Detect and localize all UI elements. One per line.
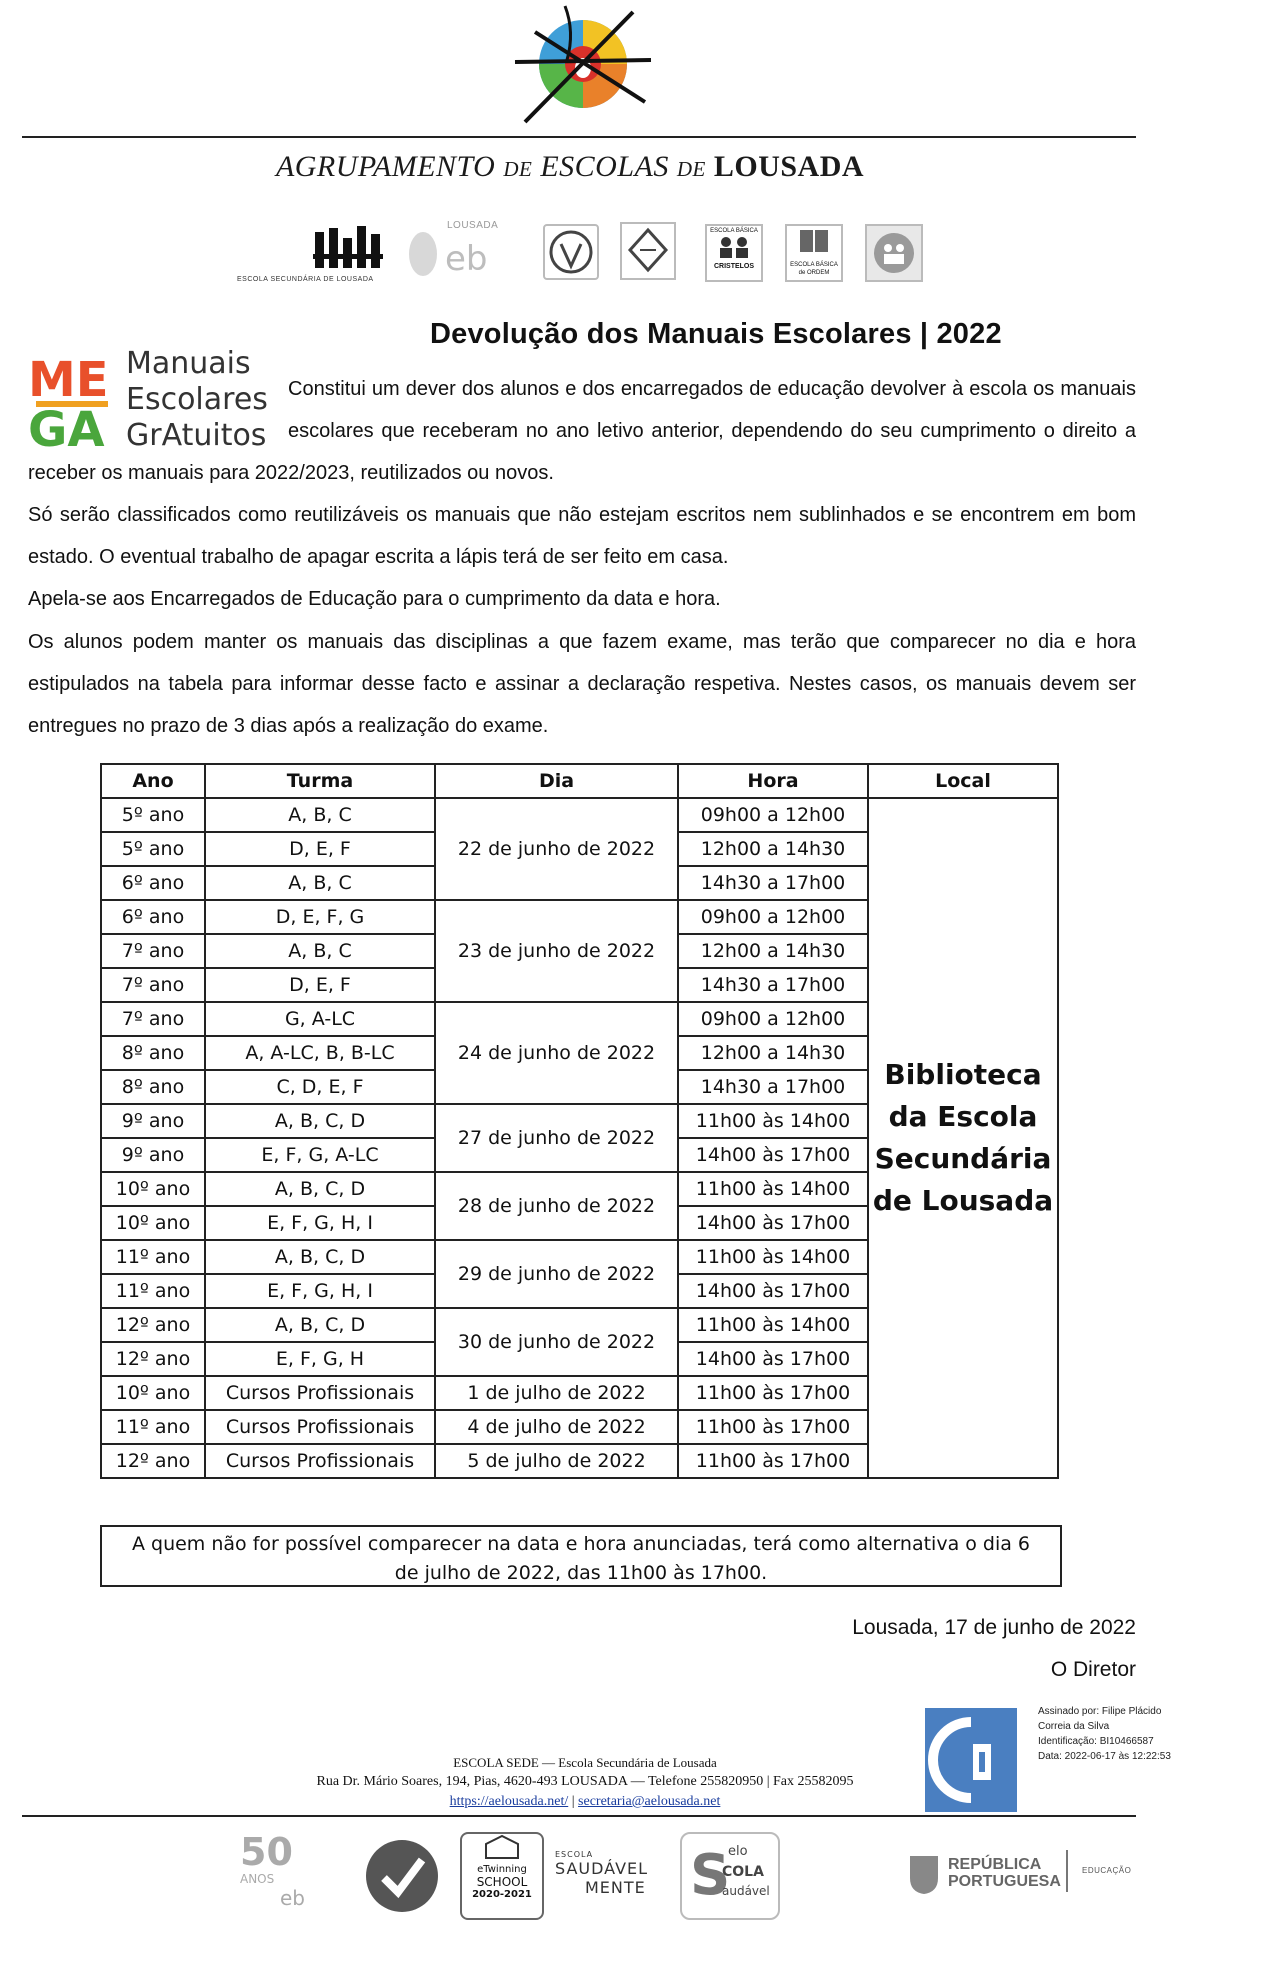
cell-hora: 14h00 às 17h00 bbox=[678, 1138, 868, 1172]
footer-divider bbox=[1066, 1850, 1068, 1892]
etwinning-logo bbox=[460, 1832, 544, 1920]
cell-turma: Cursos Profissionais bbox=[205, 1410, 435, 1444]
cell-turma: C, D, E, F bbox=[205, 1070, 435, 1104]
school-logo-3 bbox=[543, 224, 599, 280]
cell-hora: 12h00 a 14h30 bbox=[678, 1036, 868, 1070]
cell-turma: E, F, G, H, I bbox=[205, 1274, 435, 1308]
note-line-1: A quem não for possível comparecer na data e hora anunciadas, terá como alternativa o dia 6 bbox=[131, 1533, 1031, 1555]
people-icon bbox=[714, 234, 754, 258]
cell-ano: 9º ano bbox=[101, 1104, 205, 1138]
cell-turma: E, F, G, H bbox=[205, 1342, 435, 1376]
cell-hora: 11h00 às 17h00 bbox=[678, 1444, 868, 1478]
anos-50-number: 50 bbox=[240, 1830, 293, 1874]
coat-of-arms-icon bbox=[906, 1852, 942, 1896]
mega-line-1: Manuais bbox=[126, 346, 251, 381]
cell-ano: 12º ano bbox=[101, 1444, 205, 1478]
selo-escola-saudavel-logo bbox=[680, 1832, 780, 1920]
anos-50-logo bbox=[240, 1832, 352, 1920]
children-icon bbox=[867, 226, 921, 280]
circle-figure-icon bbox=[545, 226, 597, 278]
school-logo-4 bbox=[620, 222, 676, 280]
cell-ano: 11º ano bbox=[101, 1274, 205, 1308]
cell-local bbox=[868, 798, 1058, 1478]
diamond-icon bbox=[622, 224, 674, 278]
cell-ano: 7º ano bbox=[101, 1002, 205, 1036]
signed-by-line-1: Assinado por: Filipe Plácido bbox=[1038, 1706, 1162, 1717]
website-link[interactable]: https://aelousada.net/ bbox=[449, 1794, 569, 1809]
cristelos-logo bbox=[705, 224, 763, 282]
cell-hora: 11h00 às 14h00 bbox=[678, 1172, 868, 1206]
local-line-2: da Escola bbox=[888, 1100, 1038, 1133]
mega-line-3: GrAtuitos bbox=[126, 418, 267, 453]
cell-turma: D, E, F, G bbox=[205, 900, 435, 934]
organization-name: AGRUPAMENTO DE ESCOLAS DE LOUSADA bbox=[275, 150, 865, 183]
republica-line-1: REPÚBLICA bbox=[948, 1856, 1042, 1873]
saudavel-line-2: MENTE bbox=[585, 1878, 646, 1897]
cell-ano: 9º ano bbox=[101, 1138, 205, 1172]
cell-ano: 10º ano bbox=[101, 1172, 205, 1206]
secundaria-caption: ESCOLA SECUNDÁRIA DE LOUSADA bbox=[237, 276, 374, 283]
cell-hora: 11h00 às 14h00 bbox=[678, 1104, 868, 1138]
table-row bbox=[101, 798, 1058, 832]
header-rule bbox=[22, 136, 1136, 138]
paragraph-1-line-2: escolares que receberam no ano letivo anterior, dependendo do seu cumprimento o direito a bbox=[288, 420, 1136, 442]
cell-ano: 7º ano bbox=[101, 968, 205, 1002]
cell-ano: 7º ano bbox=[101, 934, 205, 968]
svg-text:GA: GA bbox=[28, 402, 105, 450]
footer-sede: ESCOLA SEDE — Escola Secundária de Lousada bbox=[453, 1755, 717, 1770]
etwinning-line-3: 2020-2021 bbox=[472, 1889, 532, 1900]
cell-dia: 28 de junho de 2022 bbox=[435, 1172, 678, 1240]
cell-hora: 12h00 a 14h30 bbox=[678, 934, 868, 968]
cell-dia: 22 de junho de 2022 bbox=[435, 798, 678, 900]
cell-hora: 09h00 a 12h00 bbox=[678, 900, 868, 934]
email-link[interactable]: secretaria@aelousada.net bbox=[578, 1794, 721, 1809]
paragraph-2-line-1: Só serão classificados como reutilizáveis os manuais que não estejam escritos nem sublinhados e se encontrem em bom bbox=[28, 504, 1136, 526]
schedule-table bbox=[100, 763, 1059, 1479]
cell-dia: 23 de junho de 2022 bbox=[435, 900, 678, 1002]
paragraph-1-line-3: receber os manuais para 2022/2023, reutilizados ou novos. bbox=[28, 462, 554, 484]
signature-date: Data: 2022-06-17 às 12:22:53 bbox=[1038, 1751, 1171, 1762]
paragraph-4-line-2: estipulados na tabela para informar desse facto e assinar a declaração respetiva. Nestes casos, os manuais devem ser bbox=[28, 673, 1136, 695]
cell-hora: 14h30 a 17h00 bbox=[678, 866, 868, 900]
cell-hora: 11h00 às 14h00 bbox=[678, 1240, 868, 1274]
svg-text:S: S bbox=[690, 1844, 730, 1904]
book-icon bbox=[794, 226, 834, 256]
cell-dia: 5 de julho de 2022 bbox=[435, 1444, 678, 1478]
place-date: Lousada, 17 de junho de 2022 bbox=[852, 1616, 1136, 1639]
footer-rule bbox=[22, 1815, 1136, 1817]
cell-dia: 27 de junho de 2022 bbox=[435, 1104, 678, 1172]
cell-hora: 09h00 a 12h00 bbox=[678, 798, 868, 832]
ordem-logo bbox=[785, 224, 843, 282]
agrupamento-logo bbox=[505, 2, 655, 130]
anos-50-label: ANOS bbox=[240, 1872, 275, 1886]
cell-turma: E, F, G, H, I bbox=[205, 1206, 435, 1240]
footer-links bbox=[0, 1794, 1170, 1810]
school-logos-row bbox=[235, 218, 935, 288]
cell-turma: Cursos Profissionais bbox=[205, 1444, 435, 1478]
cell-dia: 29 de junho de 2022 bbox=[435, 1240, 678, 1308]
header-local: Local bbox=[868, 764, 1058, 798]
cell-hora: 11h00 às 17h00 bbox=[678, 1376, 868, 1410]
republica-line-2: PORTUGUESA bbox=[948, 1873, 1061, 1890]
paragraph-2-line-2: estado. O eventual trabalho de apagar escrita a lápis terá de ser feito em casa. bbox=[28, 546, 729, 568]
cell-ano: 8º ano bbox=[101, 1036, 205, 1070]
signed-by-line-2: Correia da Silva bbox=[1038, 1721, 1110, 1732]
cell-ano: 8º ano bbox=[101, 1070, 205, 1104]
cell-hora: 11h00 às 17h00 bbox=[678, 1410, 868, 1444]
cell-hora: 09h00 a 12h00 bbox=[678, 1002, 868, 1036]
cell-dia: 4 de julho de 2022 bbox=[435, 1410, 678, 1444]
school-logo-7 bbox=[865, 224, 923, 282]
educacao-label: EDUCAÇÃO bbox=[1082, 1866, 1132, 1875]
paragraph-4-line-1: Os alunos podem manter os manuais das disciplinas a que fazem exame, mas terão que comparecer no dia e hora bbox=[28, 631, 1136, 653]
etwinning-line-1: eTwinning bbox=[477, 1864, 527, 1875]
selo-line-3: audável bbox=[722, 1884, 770, 1898]
cell-turma: D, E, F bbox=[205, 968, 435, 1002]
cell-dia: 24 de junho de 2022 bbox=[435, 1002, 678, 1104]
mega-line-2: Escolares bbox=[126, 382, 268, 417]
local-line-3: Secundária bbox=[874, 1142, 1052, 1175]
paragraph-3: Apela-se aos Encarregados de Educação para o cumprimento da data e hora. bbox=[28, 588, 721, 610]
anos-50-eb: eb bbox=[280, 1886, 305, 1910]
etwinning-line-2: SCHOOL bbox=[476, 1875, 528, 1889]
svg-text:ME: ME bbox=[28, 352, 109, 408]
cell-turma: Cursos Profissionais bbox=[205, 1376, 435, 1410]
cell-turma: A, B, C, D bbox=[205, 1104, 435, 1138]
director-label: O Diretor bbox=[1050, 1658, 1136, 1681]
note-line-2: de julho de 2022, das 11h00 às 17h00. bbox=[394, 1562, 768, 1584]
cell-turma: A, B, C bbox=[205, 866, 435, 900]
cell-ano: 11º ano bbox=[101, 1240, 205, 1274]
saudavel-mente-logo bbox=[555, 1850, 675, 1910]
header-dia: Dia bbox=[435, 764, 678, 798]
paragraph-4-line-3: entregues no prazo de 3 dias após a realização do exame. bbox=[28, 715, 549, 737]
header-turma: Turma bbox=[205, 764, 435, 798]
cell-hora: 14h00 às 17h00 bbox=[678, 1206, 868, 1240]
cell-ano: 6º ano bbox=[101, 900, 205, 934]
checkmark-logo bbox=[362, 1836, 442, 1916]
header-ano: Ano bbox=[101, 764, 205, 798]
selo-line-2: COLA bbox=[722, 1864, 764, 1880]
school-building-icon bbox=[482, 1834, 522, 1860]
cell-ano: 5º ano bbox=[101, 798, 205, 832]
saudavel-top: ESCOLA bbox=[555, 1850, 594, 1859]
cell-dia: 30 de junho de 2022 bbox=[435, 1308, 678, 1376]
cell-ano: 12º ano bbox=[101, 1342, 205, 1376]
cell-ano: 11º ano bbox=[101, 1410, 205, 1444]
footer-logos-row bbox=[240, 1832, 1170, 1932]
header-hora: Hora bbox=[678, 764, 868, 798]
cell-hora: 14h00 às 17h00 bbox=[678, 1274, 868, 1308]
local-line-4: de Lousada bbox=[872, 1184, 1054, 1217]
cell-ano: 12º ano bbox=[101, 1308, 205, 1342]
cell-hora: 12h00 a 14h30 bbox=[678, 832, 868, 866]
svg-text:eb: eb bbox=[445, 239, 488, 279]
cell-turma: A, B, C, D bbox=[205, 1172, 435, 1206]
cell-turma: D, E, F bbox=[205, 832, 435, 866]
cell-hora: 14h00 às 17h00 bbox=[678, 1342, 868, 1376]
cell-turma: A, B, C, D bbox=[205, 1240, 435, 1274]
cell-hora: 11h00 às 14h00 bbox=[678, 1308, 868, 1342]
cell-ano: 10º ano bbox=[101, 1376, 205, 1410]
saudavel-line-1: SAUDÁVEL bbox=[555, 1859, 649, 1878]
ordem-caption: ESCOLA BÁSICA de ORDEM bbox=[790, 262, 838, 276]
table-header-row bbox=[101, 764, 1058, 798]
cell-turma: G, A-LC bbox=[205, 1002, 435, 1036]
mega-logo bbox=[28, 342, 268, 454]
lousada-caption: LOUSADA bbox=[447, 220, 499, 231]
cell-hora: 14h30 a 17h00 bbox=[678, 968, 868, 1002]
paragraph-1-line-1: Constitui um dever dos alunos e dos encarregados de educação devolver à escola os manuais bbox=[288, 378, 1136, 400]
cell-turma: A, A-LC, B, B-LC bbox=[205, 1036, 435, 1070]
cell-turma: E, F, G, A-LC bbox=[205, 1138, 435, 1172]
link-separator: | bbox=[571, 1794, 575, 1809]
cell-ano: 10º ano bbox=[101, 1206, 205, 1240]
selo-line-1: elo bbox=[728, 1844, 748, 1859]
cell-ano: 5º ano bbox=[101, 832, 205, 866]
secundaria-logo bbox=[313, 224, 389, 274]
footer-address: Rua Dr. Mário Soares, 194, Pias, 4620-493 LOUSADA — Telefone 255820950 | Fax 25582095 bbox=[316, 1774, 854, 1789]
cell-hora: 14h30 a 17h00 bbox=[678, 1070, 868, 1104]
page-title: Devolução dos Manuais Escolares | 2022 bbox=[430, 318, 1002, 350]
republica-portuguesa-logo bbox=[948, 1856, 1061, 1890]
local-line-1: Biblioteca bbox=[884, 1058, 1042, 1091]
cristelos-caption: CRISTELOS bbox=[713, 263, 755, 270]
cell-turma: A, B, C, D bbox=[205, 1308, 435, 1342]
cell-turma: A, B, C bbox=[205, 798, 435, 832]
identification: Identificação: BI10466587 bbox=[1038, 1736, 1154, 1747]
cristelos-top-caption: ESCOLA BÁSICA bbox=[710, 228, 758, 234]
mega-letters-icon bbox=[28, 350, 120, 450]
cell-dia: 1 de julho de 2022 bbox=[435, 1376, 678, 1410]
cell-turma: A, B, C bbox=[205, 934, 435, 968]
cell-ano: 6º ano bbox=[101, 866, 205, 900]
alternative-date-note bbox=[100, 1525, 1062, 1587]
